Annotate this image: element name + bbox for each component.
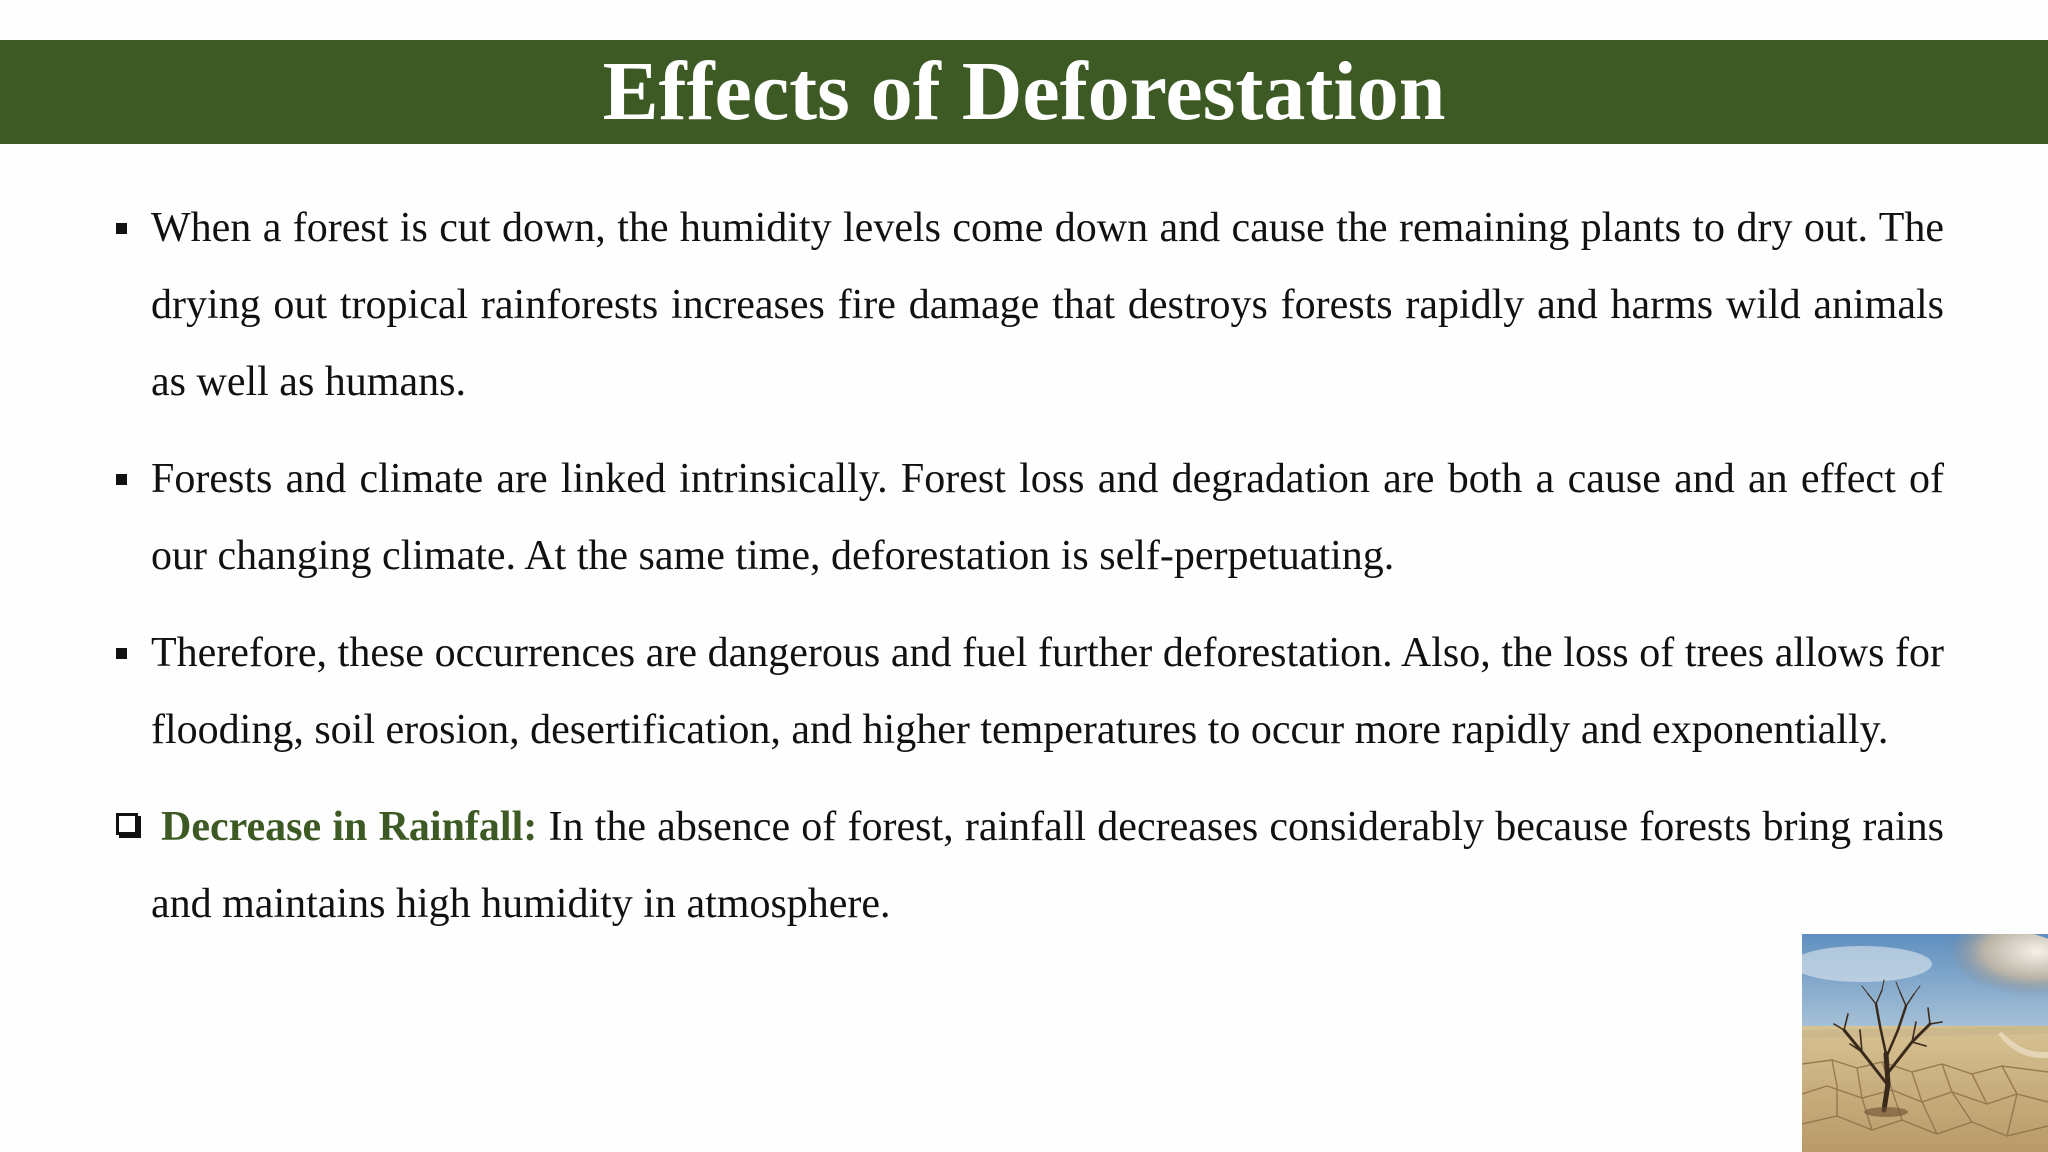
- photo-graphic: [1802, 934, 2048, 1152]
- subpoint-text: In the absence of forest, rainfall decreases considerably because forests bring rains and maintains high humidity in atmosphere.: [151, 804, 1945, 927]
- bullet-text: Therefore, these occurrences are dangerous and fuel further deforestation. Also, the loss of trees allows for flooding, soil erosion, desertification, and higher temperatures to occur more rapidly and exponentially.: [151, 630, 1944, 753]
- subpoint-heading: Decrease in Rainfall:: [161, 804, 538, 850]
- slide-content: [112, 190, 1944, 943]
- square-bullet-icon: [116, 648, 127, 659]
- square-bullet-icon: [116, 474, 127, 485]
- bullet-text: When a forest is cut down, the humidity levels come down and cause the remaining plants to dry out. The drying out tropical rainforests increases fire damage that destroys forests rapidly and harms wild animals as well as humans.: [151, 205, 1944, 405]
- subpoint-item: [112, 789, 1944, 943]
- square-bullet-icon: [116, 223, 127, 234]
- bullet-item: [112, 615, 1944, 769]
- dry-tree-cracked-earth-photo: [1802, 934, 2048, 1152]
- title-bar: [0, 40, 2048, 144]
- bullet-item: [112, 441, 1944, 595]
- checkbox-bullet-icon: [116, 813, 138, 835]
- bullet-text: Forests and climate are linked intrinsically. Forest loss and degradation are both a cause and an effect of our changing climate. At the same time, deforestation is self-perpetuating.: [151, 456, 1944, 579]
- slide-title: Effects of Deforestation: [602, 45, 1446, 138]
- bullet-item: [112, 190, 1944, 421]
